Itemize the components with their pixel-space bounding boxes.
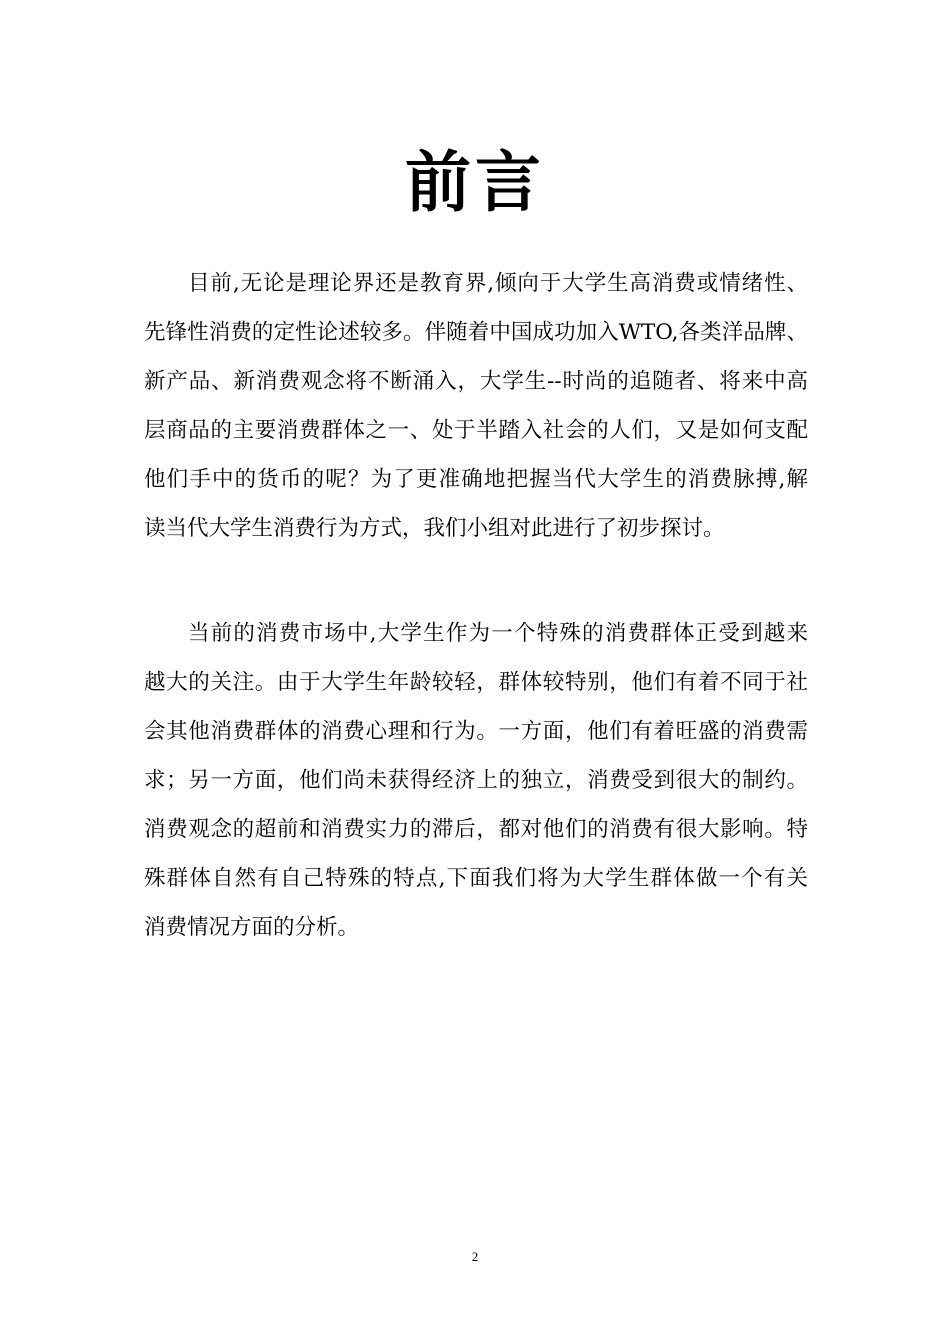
paragraph-line: 求；另一方面，他们尚未获得经济上的独立，消费受到很大的制约。 [144, 768, 808, 793]
page-title: 前言 [405, 143, 545, 221]
paragraph-line: 层商品的主要消费群体之一、处于半踏入社会的人们，又是如何支配 [144, 418, 808, 443]
paragraph-line: 他们手中的货币的呢？为了更准确地把握当代大学生的消费脉搏,解 [144, 467, 808, 492]
paragraph-line: 殊群体自然有自己特殊的特点,下面我们将为大学生群体做一个有关 [144, 866, 808, 891]
paragraph-line: 越大的关注。由于大学生年龄较轻，群体较特别，他们有着不同于社 [144, 670, 808, 695]
paragraph-2 [144, 609, 808, 952]
page-number: 2 [471, 1249, 479, 1264]
paragraph-line: 消费情况方面的分析。 [144, 915, 360, 940]
paragraph-line: 读当代大学生消费行为方式，我们小组对此进行了初步探讨。 [144, 516, 725, 541]
paragraph-line: 先锋性消费的定性论述较多。伴随着中国成功加入WTO,各类洋品牌、 [144, 320, 808, 345]
paragraph-line: 会其他消费群体的消费心理和行为。一方面，他们有着旺盛的消费需 [144, 719, 808, 744]
paragraph-line: 新产品、新消费观念将不断涌入，大学生--时尚的追随者、将来中高 [144, 369, 808, 394]
paragraph-line: 消费观念的超前和消费实力的滞后，都对他们的消费有很大影响。特 [144, 817, 808, 842]
paragraph-1 [144, 259, 808, 553]
paragraph-line: 当前的消费市场中,大学生作为一个特殊的消费群体正受到越来 [188, 621, 808, 646]
paragraph-line: 目前,无论是理论界还是教育界,倾向于大学生高消费或情绪性、 [188, 271, 808, 296]
